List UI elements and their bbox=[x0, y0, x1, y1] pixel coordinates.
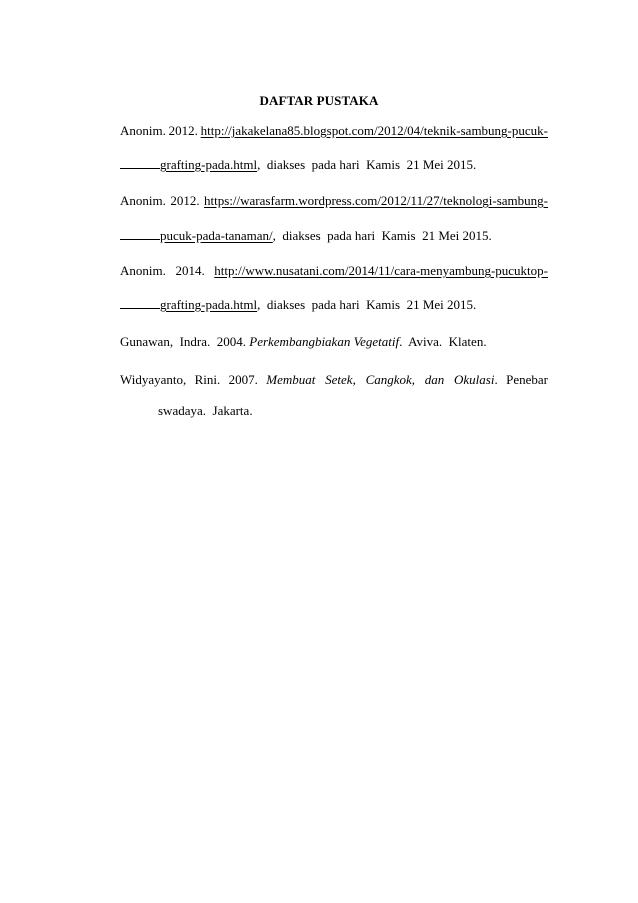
reference-3-link[interactable]: http://www.nusatani.com/2014/11/cara-menyambung-pucuktop- bbox=[214, 263, 548, 278]
reference-2-link-continued[interactable]: pucuk-pada-tanaman/ bbox=[160, 228, 273, 243]
reference-3-link-continued[interactable]: grafting-pada.html bbox=[160, 297, 258, 312]
reference-5-year: 2007. bbox=[228, 372, 258, 387]
reference-5-publisher: Penebar bbox=[506, 372, 548, 387]
reference-2-year: 2012. bbox=[170, 193, 200, 208]
reference-1-link[interactable]: http://jakakelana85.blogspot.com/2012/04/teknik-sambung-pucuk- bbox=[200, 123, 548, 138]
reference-2-line-1 bbox=[120, 193, 548, 209]
reference-5-book-title: Membuat Setek, Cangkok, dan Okulasi bbox=[266, 372, 495, 387]
reference-1-year: 2012. bbox=[168, 123, 198, 138]
reference-1-leader-line bbox=[120, 156, 160, 169]
reference-5-period: . bbox=[494, 372, 498, 387]
reference-3-year: 2014. bbox=[175, 263, 205, 278]
reference-2-leader-line bbox=[120, 227, 160, 240]
reference-2-accessed: , diakses pada hari Kamis 21 Mei 2015. bbox=[272, 228, 492, 243]
reference-4-author-year: Gunawan, Indra. 2004. bbox=[120, 334, 250, 349]
reference-5-author-first: Rini. bbox=[194, 372, 221, 387]
reference-3-leader-line bbox=[120, 296, 160, 309]
reference-1-line-1 bbox=[120, 123, 548, 139]
reference-3-line-2 bbox=[120, 296, 548, 313]
page-title: DAFTAR PUSTAKA bbox=[259, 93, 379, 108]
reference-5-line-1 bbox=[120, 372, 548, 388]
reference-1-author: Anonim. bbox=[120, 123, 166, 138]
reference-4-publisher: . Aviva. Klaten. bbox=[399, 334, 487, 349]
reference-2-author: Anonim. bbox=[120, 193, 166, 208]
reference-4-book-title: Perkembangbiakan Vegetatif bbox=[249, 334, 400, 349]
reference-4-line-1 bbox=[120, 334, 548, 350]
reference-2-line-2 bbox=[120, 227, 548, 244]
reference-5-line-2: swadaya. Jakarta. bbox=[158, 403, 253, 418]
reference-3-line-1 bbox=[120, 263, 548, 279]
reference-1-link-continued[interactable]: grafting-pada.html bbox=[160, 157, 258, 172]
reference-3-accessed: , diakses pada hari Kamis 21 Mei 2015. bbox=[257, 297, 477, 312]
reference-1-line-2 bbox=[120, 156, 548, 173]
reference-3-author: Anonim. bbox=[120, 263, 166, 278]
reference-5-author: Widyayanto, bbox=[120, 372, 187, 387]
reference-2-link[interactable]: https://warasfarm.wordpress.com/2012/11/27/teknologi-sambung- bbox=[204, 193, 548, 208]
reference-1-accessed: , diakses pada hari Kamis 21 Mei 2015. bbox=[257, 157, 477, 172]
